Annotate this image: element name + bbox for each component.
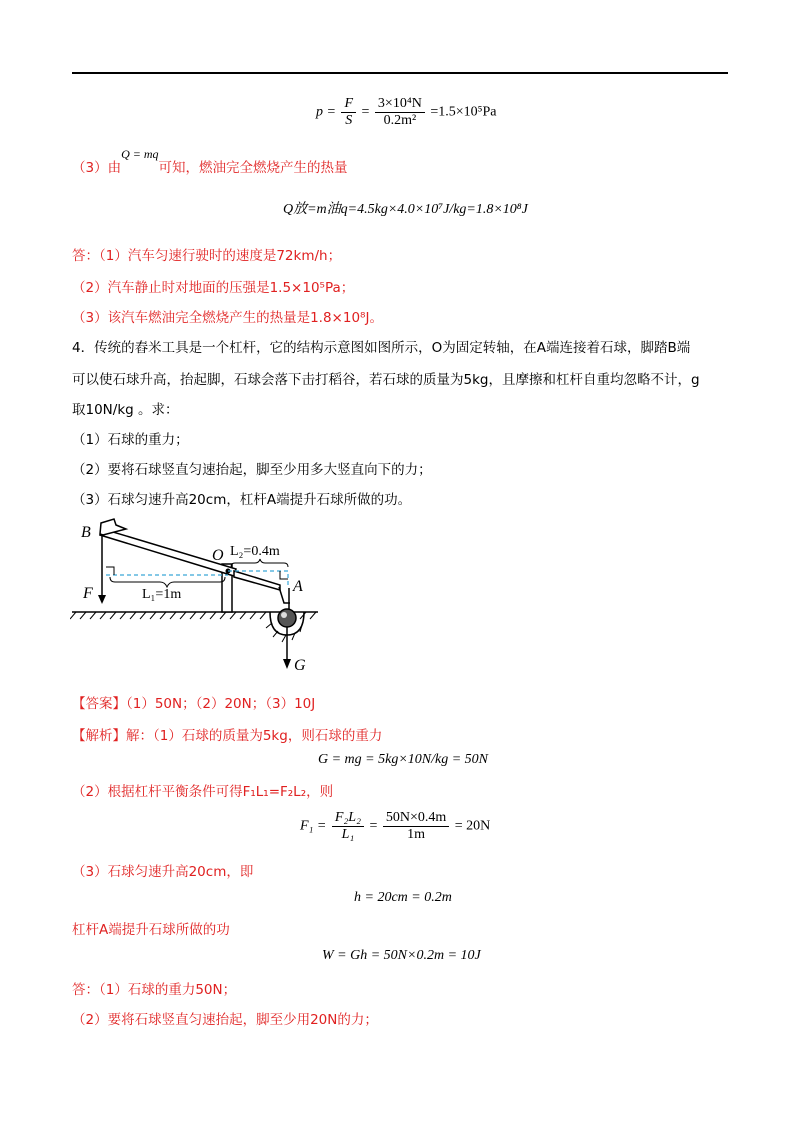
lever-arm-a [234,571,280,590]
label-o: O [212,547,224,564]
pedal-b [100,519,126,535]
prev-answer-1: 答：（1）汽车匀速行驶时的速度是72km/h； [72,248,342,264]
heat-equation: Q放=m油q=4.5kg×4.0×10⁷J/kg=1.8×10⁸J [283,202,528,217]
eq-fraction-2: $\frac{\text{3×10⁴N}}{\text{0.2m²}}$ [375,96,425,129]
l2-brace [231,559,288,567]
prev-answer-3: （3）该汽车燃油完全燃烧产生的热量是1.8×10⁸J。 [72,310,383,326]
prev-answer-2: （2）汽车静止时对地面的压强是1.5×10⁵Pa； [72,280,355,296]
question-3: （3）石球匀速升高20cm，杠杆A端提升石球所做的功。 [72,492,412,508]
problem4-line3: 取10N/kg 。求： [72,402,179,418]
answer-line: 【答案】（1）50N；（2）20N；（3）10J [72,696,316,712]
eq-lhs: p = [316,104,336,120]
label-a: A [293,578,303,595]
pressure-equation: p = $\frac{F}{S}$ = $\frac{\text{3×10⁴N}}{\text{0.2m²}}$ =1.5×10⁵Pa [316,96,497,128]
label-l1: L₁=1m [142,587,182,602]
formula-q-mq: Q = mq [121,147,159,161]
eq-fraction-1: $\frac{F}{S}$ [341,96,356,129]
f1-fraction-1: $\frac{\text{F₂L₂}}{\text{L₁}}$ [332,810,364,843]
final-answer-2: （2）要将石球竖直匀速抬起，脚至少用20N的力； [72,1012,378,1028]
step2-text: （2）根据杠杆平衡条件可得F₁L₁=F₂L₂，则 [72,784,334,800]
height-equation: h = 20cm = 0.2m [354,890,452,905]
gravity-g-arrowhead [283,659,291,669]
work-equation: W = Gh = 50N×0.2m = 10J [322,948,481,963]
label-l2: L₂=0.4m [230,544,280,559]
label-f: F [83,585,93,602]
question-2: （2）要将石球竖直匀速抬起，脚至少用多大竖直向下的力； [72,462,432,478]
work-text: 杠杆A端提升石球所做的功 [72,922,230,938]
right-angle-b [106,567,114,575]
label-b: B [81,524,91,541]
force-f-arrowhead [98,595,106,604]
step3b-text: （3）石球匀速升高20cm，即 [72,864,254,880]
l1-brace [110,577,225,587]
ball-highlight [281,612,287,618]
step3-heat-text: （3）由Q = mq可知，燃油完全燃烧产生的热量 [72,147,348,176]
problem4-line1: 4．传统的舂米工具是一个杠杆，它的结构示意图如图所示，O为固定转轴，在A端连接着石球，脚踏B端 [72,340,691,356]
final-answer-1: 答：（1）石球的重力50N； [72,982,237,998]
problem4-line2: 可以使石球升高，抬起脚，石球会落下击打稻谷，若石球的质量为5kg，且摩擦和杠杆自重均忽略不计，g [72,372,700,388]
header-rule [72,72,728,74]
stone-ball [278,609,296,627]
right-angle-a [280,571,288,579]
lever-diagram [70,515,350,680]
analysis-head: 【解析】解：（1）石球的质量为5kg，则石球的重力 [72,728,383,744]
question-1: （1）石球的重力； [72,432,189,448]
gravity-equation: G = mg = 5kg×10N/kg = 50N [318,752,489,767]
eq-rhs: =1.5×10⁵Pa [430,104,497,120]
label-g: G [294,657,306,674]
force-equation: F₁ = $\frac{\text{F₂L₂}}{\text{L₁}}$ = $\frac{50N\times 0.4m}{1m}$ = 20N [300,810,491,842]
f1-fraction-2: $\frac{50N\times 0.4m}{1m}$ [383,810,449,843]
